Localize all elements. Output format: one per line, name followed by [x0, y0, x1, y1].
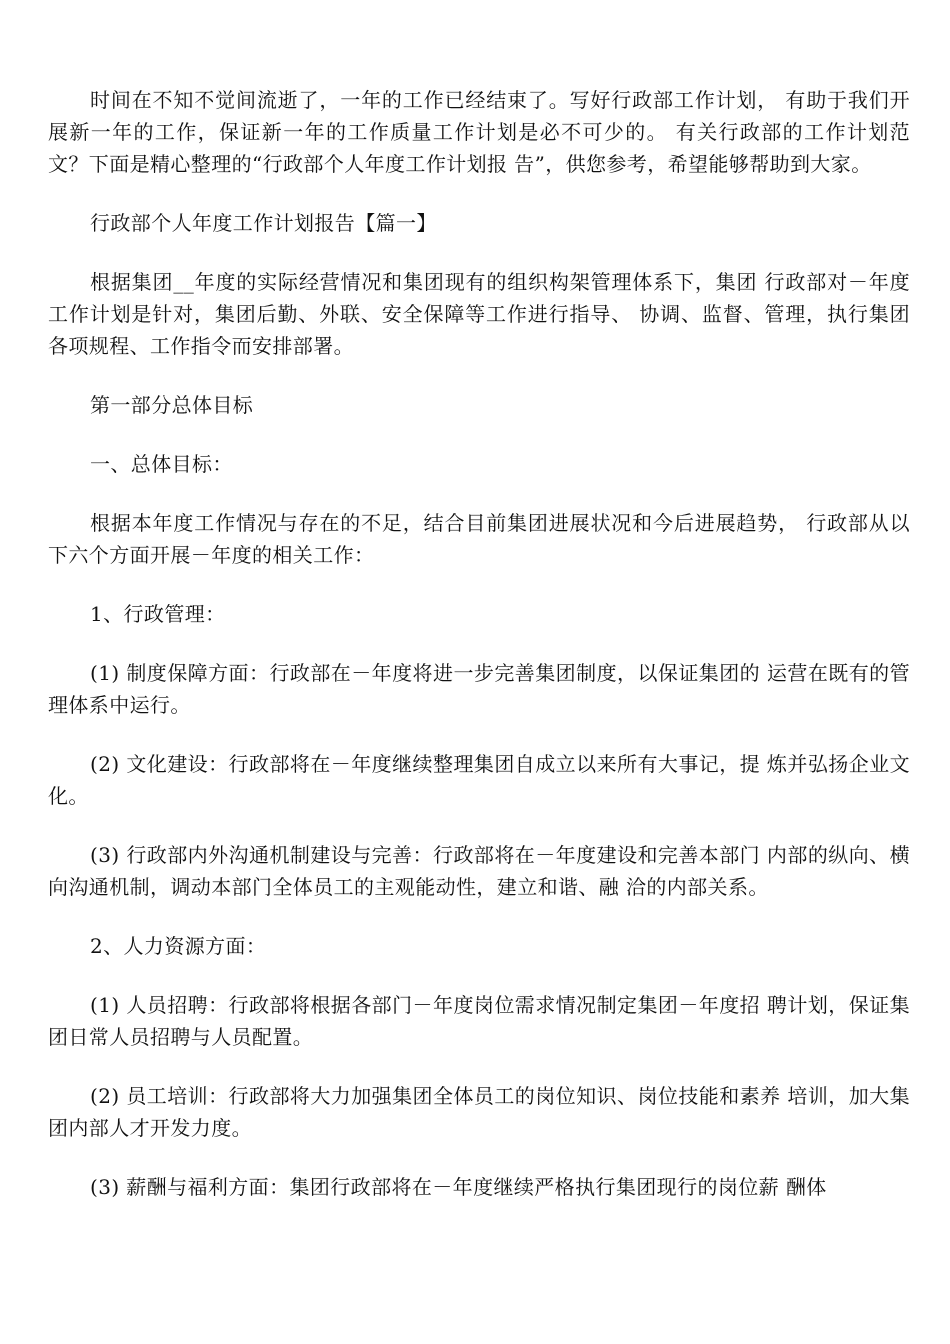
- part-heading: 第一部分总体目标: [90, 393, 254, 417]
- goal-paragraph: 根据本年度工作情况与存在的不足，结合目前集团进展状况和今后进展趋势， 行政部从以下六个方面开展－年度的相关工作：: [48, 511, 910, 567]
- hr-item-1: (1) 人员招聘：行政部将根据各部门－年度岗位需求情况制定集团－年度招 聘计划，保证集团日常人员招聘与人员配置。: [48, 993, 910, 1049]
- admin-item-1: (1) 制度保障方面：行政部在－年度将进一步完善集团制度，以保证集团的 运营在既有的管理体系中运行。: [48, 661, 910, 717]
- admin-item-3: (3) 行政部内外沟通机制建设与完善：行政部将在－年度建设和完善本部门 内部的纵向、横向沟通机制，调动本部门全体员工的主观能动性，建立和谐、融 洽的内部关系。: [48, 843, 910, 899]
- admin-item-2: (2) 文化建设：行政部将在－年度继续整理集团自成立以来所有大事记，提 炼并弘扬企业文化。: [48, 752, 910, 808]
- admin-heading: 1、行政管理：: [90, 602, 226, 626]
- section-title: 行政部个人年度工作计划报告【篇一】: [90, 211, 437, 235]
- hr-item-2: (2) 员工培训：行政部将大力加强集团全体员工的岗位知识、岗位技能和素养 培训，加大集团内部人才开发力度。: [48, 1084, 910, 1140]
- background-paragraph: 根据集团__年度的实际经营情况和集团现有的组织构架管理体系下，集团 行政部对－年度工作计划是针对，集团后勤、外联、安全保障等工作进行指导、 协调、监督、管理，执行集团各项规程、工作指令而安排部署。: [48, 270, 910, 358]
- goal-heading: 一、总体目标：: [90, 452, 233, 476]
- intro-paragraph: 时间在不知不觉间流逝了，一年的工作已经结束了。写好行政部工作计划， 有助于我们开展新一年的工作，保证新一年的工作质量工作计划是必不可少的。 有关行政部的工作计划范文？下面是精心整理的“行政部个人年度工作计划报 告”，供您参考，希望能够帮助到大家。: [48, 88, 910, 176]
- hr-heading: 2、人力资源方面：: [90, 934, 267, 958]
- hr-item-3: (3) 薪酬与福利方面：集团行政部将在－年度继续严格执行集团现行的岗位薪 酬体: [90, 1175, 827, 1199]
